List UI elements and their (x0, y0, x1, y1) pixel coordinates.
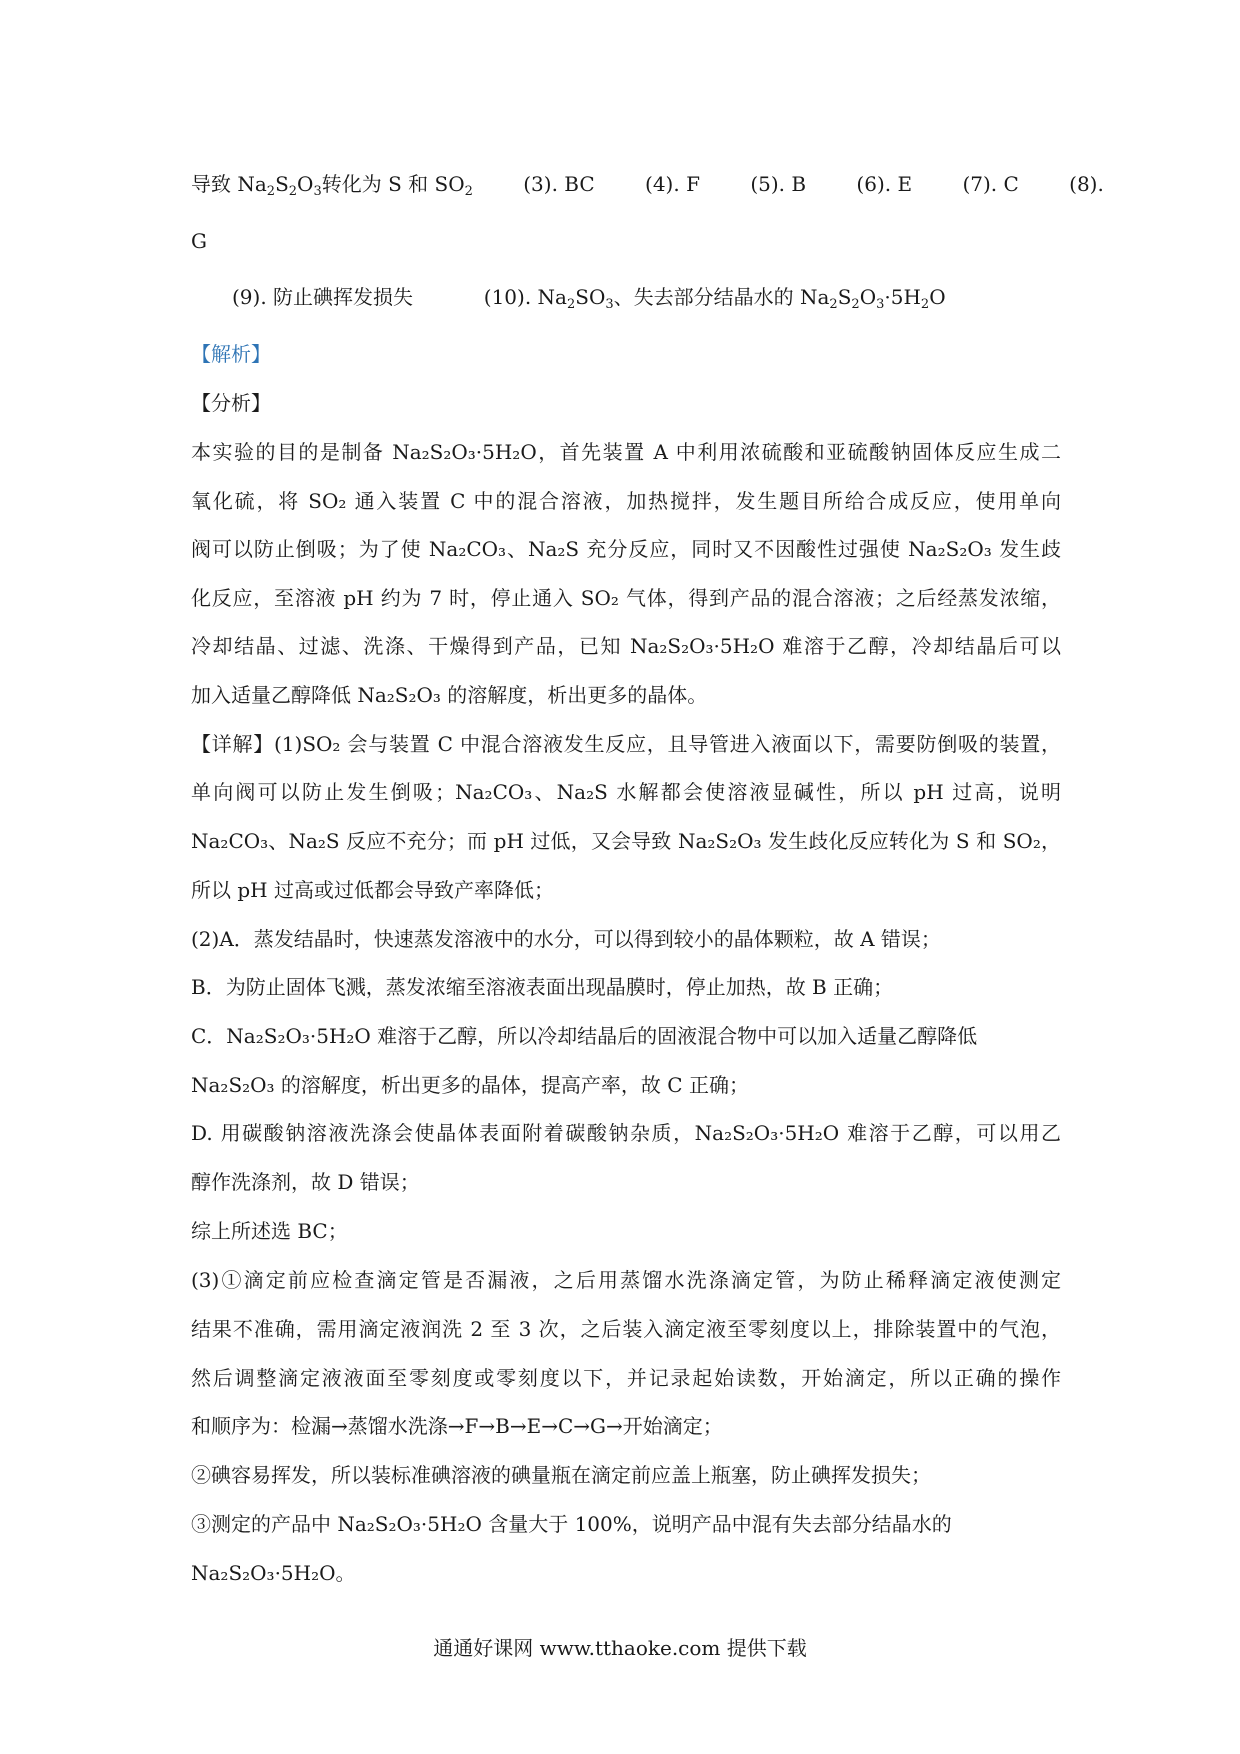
heading-fenxi: 【分析】 (191, 391, 271, 415)
page-footer: 通通好课网 www.tthaoke.com 提供下载 (433, 1636, 807, 1660)
analysis-line: 加入适量乙醇降低 Na₂S₂O₃ 的溶解度，析出更多的晶体。 (191, 683, 708, 707)
formula-part: O (297, 172, 314, 196)
formula-part: O (929, 285, 946, 309)
answer-10-prefix: (10). Na (483, 285, 567, 309)
detail-line: 综上所述选 BC； (191, 1219, 348, 1243)
detail-line: 和顺序为：检漏→蒸馏水洗涤→F→B→E→C→G→开始滴定； (191, 1414, 723, 1438)
subscript: 2 (851, 297, 860, 312)
detail-line: 然后调整滴定液液面至零刻度或零刻度以下，并记录起始读数，开始滴定，所以正确的操作 (191, 1366, 1061, 1390)
detail-line: 【详解】(1)SO₂ 会与装置 C 中混合溶液发生反应，且导管进入液面以下，需要防倒吸的装置， (191, 732, 1061, 756)
answer-3: (3). BC (523, 172, 595, 196)
detail-line: Na₂CO₃、Na₂S 反应不充分；而 pH 过低，又会导致 Na₂S₂O₃ 发生歧化反应转化为 S 和 SO₂， (191, 829, 1061, 853)
detail-line: 醇作洗涤剂，故 D 错误； (191, 1170, 420, 1194)
analysis-line: 本实验的目的是制备 Na₂S₂O₃·5H₂O，首先装置 A 中利用浓硫酸和亚硫酸钠固体反应生成二 (191, 440, 1061, 464)
analysis-line: 化反应，至溶液 pH 约为 7 时，停止通入 SO₂ 气体，得到产品的混合溶液；之后经蒸发浓缩， (191, 586, 1061, 610)
detail-line: Na₂S₂O₃·5H₂O。 (191, 1561, 356, 1585)
answer-mid: 转化为 S 和 SO (321, 172, 465, 196)
detail-line: 单向阀可以防止发生倒吸；Na₂CO₃、Na₂S 水解都会使溶液显碱性，所以 pH 过高，说明 (191, 780, 1061, 804)
detail-line: ③测定的产品中 Na₂S₂O₃·5H₂O 含量大于 100%，说明产品中混有失去部分结晶水的 (191, 1512, 952, 1536)
detail-line: (3)①滴定前应检查滴定管是否漏液，之后用蒸馏水洗涤滴定管，为防止稀释滴定液使测定 (191, 1268, 1061, 1292)
answer-7: (7). C (962, 172, 1019, 196)
subscript: 3 (313, 184, 322, 199)
subscript: 3 (876, 297, 885, 312)
detail-line: (2)A．蒸发结晶时，快速蒸发溶液中的水分，可以得到较小的晶体颗粒，故 A 错误； (191, 927, 941, 951)
answer-line-2: G (191, 229, 207, 253)
subscript: 2 (829, 297, 838, 312)
detail-line: B．为防止固体飞溅，蒸发浓缩至溶液表面出现晶膜时，停止加热，故 B 正确； (191, 975, 894, 999)
answer-8: (8). (1069, 172, 1104, 196)
detail-line: D. 用碳酸钠溶液洗涤会使晶体表面附着碳酸钠杂质，Na₂S₂O₃·5H₂O 难溶于乙醇，可以用乙 (191, 1121, 1061, 1145)
subscript: 2 (288, 184, 298, 199)
detail-line: C．Na₂S₂O₃·5H₂O 难溶于乙醇，所以冷却结晶后的固液混合物中可以加入适量乙醇降低 (191, 1024, 978, 1048)
answer-line-3 (232, 283, 946, 311)
analysis-line: 阀可以防止倒吸；为了使 Na₂CO₃、Na₂S 充分反应，同时又不因酸性过强使 Na₂S₂O₃ 发生歧 (191, 537, 1061, 561)
answer-line-1 (191, 170, 1104, 198)
formula-part: S (275, 172, 289, 196)
answer-5: (5). B (750, 172, 807, 196)
detail-line: 结果不准确，需用滴定液润洗 2 至 3 次，之后装入滴定液至零刻度以上，排除装置中的气泡， (191, 1317, 1061, 1341)
detail-line: ②碘容易挥发，所以装标准碘溶液的碘量瓶在滴定前应盖上瓶塞，防止碘挥发损失； (191, 1463, 931, 1487)
answer-4: (4). F (645, 172, 700, 196)
heading-jiexi: 【解析】 (191, 342, 271, 366)
subscript: 2 (566, 297, 576, 312)
analysis-line: 氧化硫，将 SO₂ 通入装置 C 中的混合溶液，加热搅拌，发生题目所给合成反应，使用单向 (191, 489, 1061, 513)
formula-part: S (837, 285, 852, 309)
formula-part: SO (575, 285, 606, 309)
formula-part: ·5H (884, 285, 921, 309)
subscript: 2 (920, 297, 930, 312)
analysis-line: 冷却结晶、过滤、洗涤、干燥得到产品，已知 Na₂S₂O₃·5H₂O 难溶于乙醇，冷却结晶后可以 (191, 634, 1061, 658)
answer-9: (9). 防止碘挥发损失 (232, 285, 414, 309)
answer-6: (6). E (856, 172, 913, 196)
answer-10-mid: 、失去部分结晶水的 Na (613, 285, 830, 309)
detail-line: 所以 pH 过高或过低都会导致产率降低； (191, 878, 554, 902)
subscript: 3 (605, 297, 614, 312)
formula-part: O (859, 285, 877, 309)
answer-prefix: 导致 Na (191, 172, 267, 196)
detail-line: Na₂S₂O₃ 的溶解度，析出更多的晶体，提高产率，故 C 正确； (191, 1073, 749, 1097)
subscript: 2 (266, 184, 276, 199)
subscript: 2 (464, 184, 473, 199)
